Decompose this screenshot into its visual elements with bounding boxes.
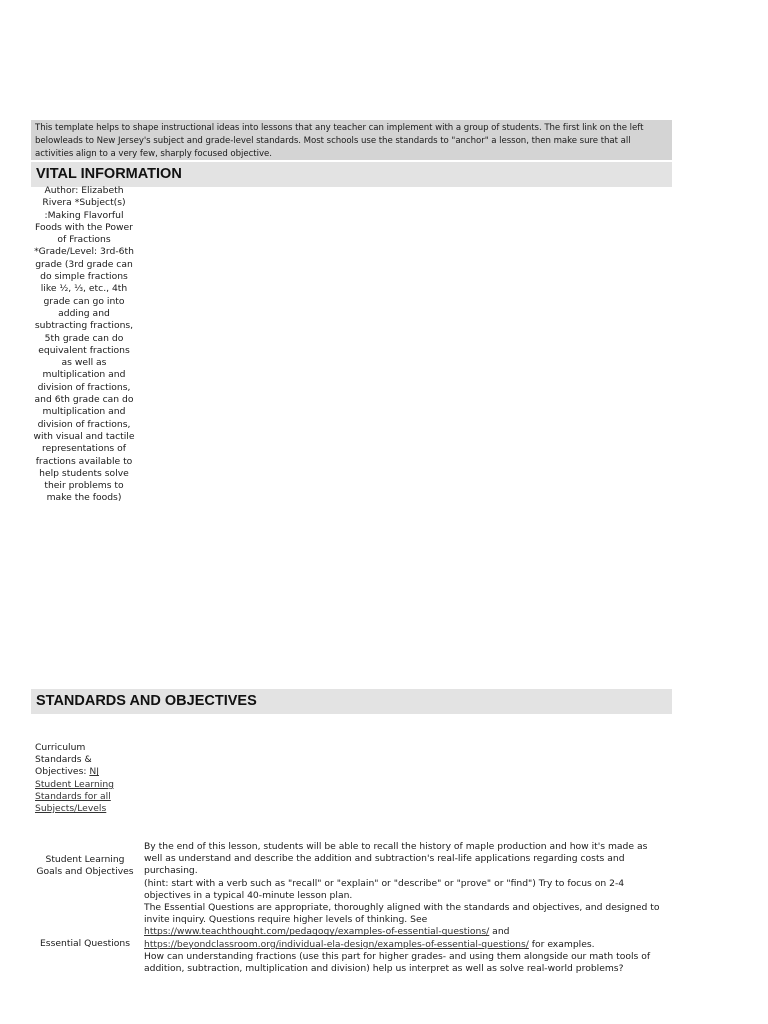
learning-goals-label: Student Learning Goals and Objectives	[36, 854, 134, 878]
beyondclassroom-link[interactable]: https://beyondclassroom.org/individual-ela-design/examples-of-essential-questions/	[144, 938, 529, 950]
vital-information-details: Author: Elizabeth Rivera *Subject(s) :Making Flavorful Foods with the Power of Fractions *Grade/Level: 3rd-6th grade (3rd grade can do simple fractions like ½, ⅓, etc., 4th grade can go into adding and subtracting fractions, 5th grade can do equivalent fractions as well as multiplication and division of fractions, and 6th grade can do multiplication and division of fractions, with visual and tactile representations of fractions available to help students solve their problems to make the foods)	[33, 185, 135, 504]
essential-questions-text	[144, 902, 664, 951]
teachthought-link[interactable]: https://www.teachthought.com/pedagogy/examples-of-essential-questions/	[144, 926, 490, 938]
learning-goals-hint: (hint: start with a verb such as "recall" or "explain" or "describe" or "prove" or "find") Try to focus on 2-4 objectives in a typical 40-minute lesson plan.	[144, 877, 625, 901]
essential-questions-label: Essential Questions	[40, 938, 130, 949]
template-intro-text: This template helps to shape instructional ideas into lessons that any teacher can implement with a group of students. The first link on the left belowleads to New Jersey's subject and grade-level standards. Most schools use the standards to "anchor" a lesson, then make sure that all activities align to a very few, sharply focused objective.	[35, 123, 644, 159]
curriculum-standards-label: Curriculum Standards & Objectives:	[35, 742, 92, 778]
template-intro	[31, 120, 672, 160]
examples-suffix: for examples.	[528, 938, 595, 950]
nj-standards-link[interactable]: NJ Student Learning Standards for all Subjects/Levels	[35, 766, 114, 815]
curriculum-standards-cell	[35, 742, 130, 815]
essential-question: How can understanding fractions (use this part for higher grades- and using them alongside our math tools of addition, subtraction, multiplication and division) help us interpret as well as solve real-world problems?	[144, 950, 651, 975]
vital-information-heading: VITAL INFORMATION	[31, 162, 672, 187]
link-connector: and	[489, 926, 510, 938]
standards-objectives-heading: STANDARDS AND OBJECTIVES	[31, 689, 672, 714]
learning-goals-text: By the end of this lesson, students will be able to recall the history of maple production and how it's made as well as understand and describe the addition and subtraction's real-life applications regarding costs and purchasing.	[144, 841, 648, 877]
objectives-content	[144, 841, 664, 975]
essential-questions-intro: The Essential Questions are appropriate, thoroughly aligned with the standards and objectives, and designed to invite inquiry. Questions require higher levels of thinking. See	[144, 902, 660, 926]
